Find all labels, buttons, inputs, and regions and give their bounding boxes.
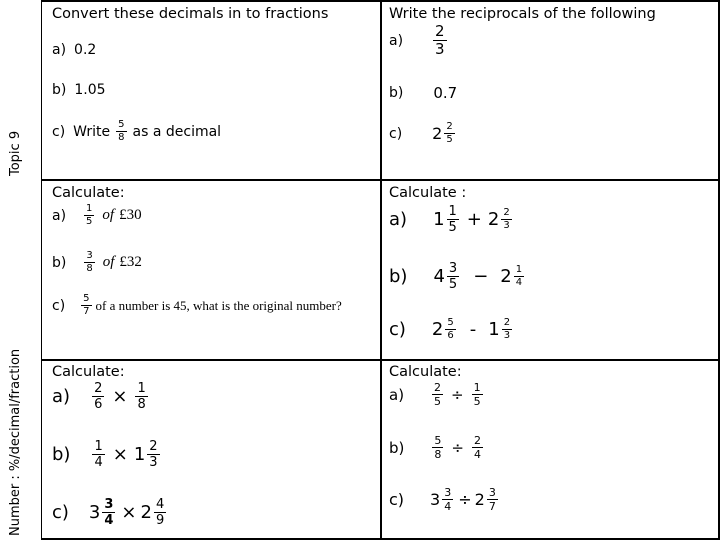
fraction: $\frac{1}{5}$ <box>448 204 457 235</box>
fraction: $\frac{3}{4}$ <box>444 486 452 513</box>
question-4a: a) 1 $\frac{1}{5}$ + 2 $\frac{2}{3}$ <box>389 204 510 235</box>
question-3c: c) $\frac{5}{7}$ of a number is 45, what is the original number? <box>52 293 342 317</box>
question-6a: a) $\frac{2}{5}$ ÷ $\frac{1}{5}$ <box>389 381 481 408</box>
cell-title: Calculate: <box>52 185 125 201</box>
fraction: $\frac{2}{3}$ <box>435 22 445 58</box>
cell-title: Calculate : <box>389 185 467 201</box>
fraction: $\frac{5}{7}$ <box>83 293 90 317</box>
fraction: $\frac{1}{4}$ <box>515 264 523 288</box>
fraction: $\frac{1}{5}$ <box>86 203 93 227</box>
question-1c: c) Write $\frac{5}{8}$ as a decimal <box>52 119 222 143</box>
fraction: $\frac{3}{7}$ <box>488 486 496 513</box>
cell-title: Calculate: <box>389 364 462 380</box>
question-2a: a) $\frac{2}{3}$ <box>389 22 445 58</box>
fraction: $\frac{2}{3}$ <box>503 317 511 341</box>
fraction: $\frac{1}{8}$ <box>137 381 146 412</box>
fraction: $\frac{5}{6}$ <box>447 317 454 341</box>
question-4b: b) 4 $\frac{3}{5}$ − 2 $\frac{1}{4}$ <box>389 261 523 292</box>
fraction: $\frac{2}{6}$ <box>94 381 103 412</box>
question-2b: b) 0.7 <box>389 84 458 102</box>
fraction: $\frac{1}{5}$ <box>473 381 481 408</box>
cell-title: Calculate: <box>52 364 125 380</box>
question-6c: c) 3 $\frac{3}{4}$ ÷ 2 $\frac{3}{7}$ <box>389 486 496 513</box>
topic-label: Topic 9 <box>8 130 23 176</box>
fraction: $\frac{3}{5}$ <box>448 261 458 292</box>
cell-title: Convert these decimals in to fractions <box>52 6 329 22</box>
question-5b: b) $\frac{1}{4}$ × 1 $\frac{2}{3}$ <box>52 439 158 470</box>
cell-title: Write the reciprocals of the following <box>389 6 656 22</box>
fraction: $\frac{2}{3}$ <box>149 439 158 470</box>
question-1b: b) 1.05 <box>52 82 106 98</box>
fraction: $\frac{4}{9}$ <box>155 497 165 528</box>
fraction: $\frac{5}{8}$ <box>118 119 125 143</box>
subject-label: Number : %/decimal/fraction <box>8 348 23 536</box>
fraction: $\frac{2}{5}$ <box>434 381 442 408</box>
fraction: $\frac{2}{4}$ <box>473 434 481 461</box>
fraction: $\frac{2}{5}$ <box>446 121 453 145</box>
sidebar <box>0 0 42 540</box>
grid-line-right <box>718 0 720 540</box>
question-1a: a) 0.2 <box>52 42 97 58</box>
grid-line-middle <box>380 0 382 540</box>
fraction: $\frac{5}{8}$ <box>434 434 442 461</box>
question-5c: c) 3 $\frac{3}{4}$ × 2 $\frac{4}{9}$ <box>52 497 165 528</box>
question-5a: a) $\frac{2}{6}$ × $\frac{1}{8}$ <box>52 381 146 412</box>
fraction: $\frac{3}{8}$ <box>86 250 93 274</box>
question-2c: c) 2 $\frac{2}{5}$ <box>389 121 453 145</box>
question-3a: a) $\frac{1}{5}$ of £30 <box>52 203 142 227</box>
fraction: $\frac{1}{4}$ <box>94 439 103 470</box>
question-4c: c) 2 $\frac{5}{6}$ - 1 $\frac{2}{3}$ <box>389 317 511 341</box>
question-6b: b) $\frac{5}{8}$ ÷ $\frac{2}{4}$ <box>389 434 481 461</box>
fraction: $\frac{2}{3}$ <box>503 207 510 231</box>
question-3b: b) $\frac{3}{8}$ of £32 <box>52 250 142 274</box>
fraction: $\frac{3}{4}$ <box>104 497 114 528</box>
